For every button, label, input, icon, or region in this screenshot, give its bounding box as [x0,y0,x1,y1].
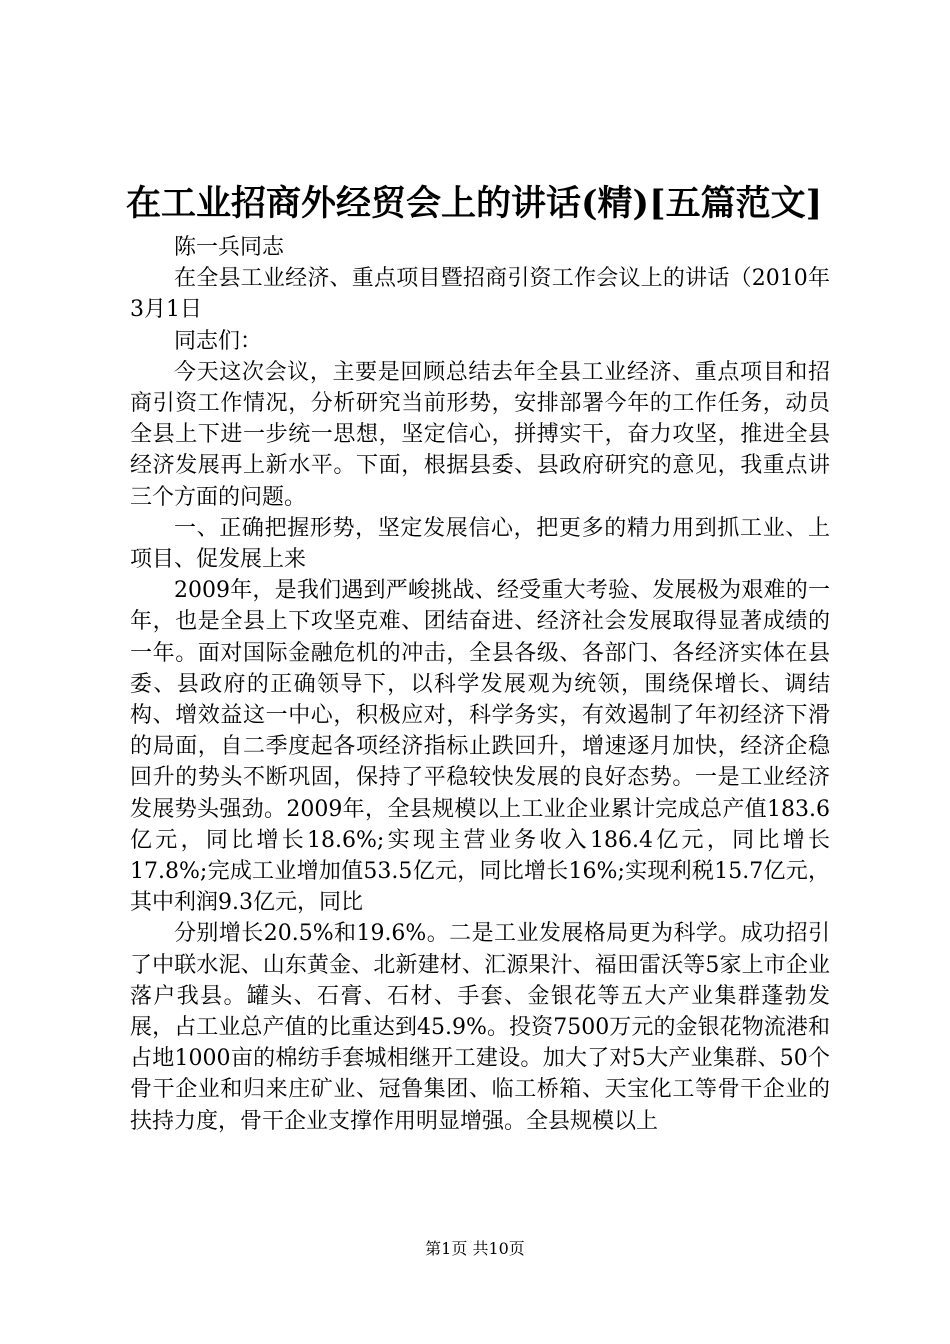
document-body [130,232,830,1137]
page-footer: 第1页 共10页 [425,1239,525,1258]
document-title: 在工业招商外经贸会上的讲话(精)[五篇范文] [126,183,823,224]
salutation: 同志们： [174,328,263,354]
author-line: 陈一兵同志 [174,235,285,260]
section-heading-1: 一、正确把握形势，坚定发展信心，把更多的精力用到抓工业、上项目、促发展上来 [130,515,830,573]
body-paragraph-intro: 今天这次会议，主要是回顾总结去年全县工业经济、重点项目和招商引资工作情况，分析研究当前形势，安排部署今年的工作任务，动员全县上下进一步统一思想，坚定信心，拼搏实干，奋力攻坚，推进全县经济发展再上新水平。下面，根据县委、县政府研究的意见，我重点讲三个方面的问题。 [130,359,830,510]
body-paragraph-growth: 分别增长20.5%和19.6%。二是工业发展格局更为科学。成功招引了中联水泥、山东黄金、北新建材、汇源果汁、福田雷沃等5家上市企业落户我县。罐头、石膏、石材、手套、金银花等五大产业集群蓬勃发展，占工业总产值的比重达到45.9%。投资7500万元的金银花物流港和占地1000亩的棉纺手套城相继开工建设。加大了对5大产业集群、50个骨干企业和归来庄矿业、冠鲁集团、临工桥箱、天宝化工等骨干企业的扶持力度，骨干企业支撑作用明显增强。全县规模以上 [130,921,830,1134]
speech-heading: 在全县工业经济、重点项目暨招商引资工作会议上的讲话（2010年3月1日 [130,266,830,323]
body-paragraph-2009: 2009年，是我们遇到严峻挑战、经受重大考验、发展极为艰难的一年，也是全县上下攻坚克难、团结奋进、经济社会发展取得显著成绩的一年。面对国际金融危机的冲击，全县各级、各部门、各经济实体在县委、县政府的正确领导下，以科学发展观为统领，围绕保增长、调结构、增效益这一中心，积极应对，科学务实，有效遏制了年初经济下滑的局面，自二季度起各项经济指标止跌回升，增速逐月加快，经济企稳回升的势头不断巩固，保持了平稳较快发展的良好态势。一是工业经济发展势头强劲。2009年，全县规模以上工业企业累计完成总产值183.6亿元，同比增长18.6%;实现主营业务收入186.4亿元，同比增长17.8%;完成工业增加值53.5亿元，同比增长16%;实现利税15.7亿元，其中利润9.3亿元，同比 [130,578,830,916]
